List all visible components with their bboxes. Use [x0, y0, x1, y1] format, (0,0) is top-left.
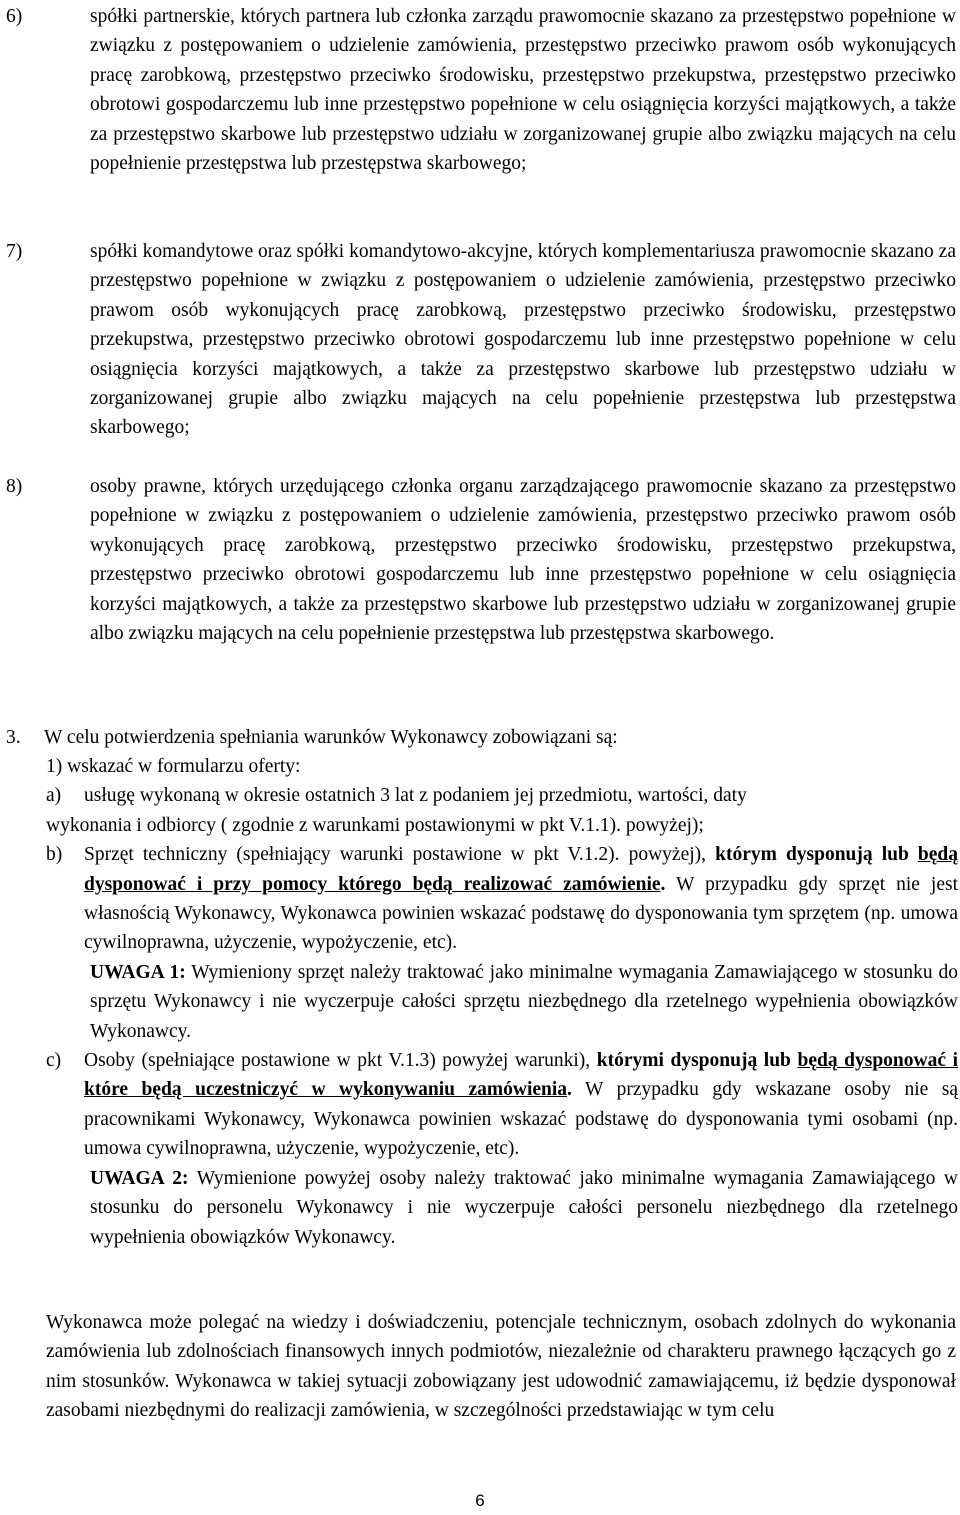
- list-item-8: [6, 472, 956, 648]
- sub-point-1: 1) wskazać w formularzu oferty:: [46, 756, 301, 777]
- item-a: [46, 781, 958, 840]
- item-b: [46, 840, 958, 1046]
- section-heading: W celu potwierdzenia spełniania warunków Wykonawcy zobowiązani są:: [44, 727, 618, 748]
- uwaga-1: [46, 958, 958, 1046]
- item-c: [46, 1046, 958, 1252]
- list-text: osoby prawne, których urzędującego członka organu zarządzającego prawomocnie skazano za przestępstwo popełnione w związku z postępowaniem o udzielenie zamówienia, przestępstwo przeciwko prawom osób wykonujących pracę zarobkową, przestępstwo przeciwko środowisku, przestępstwo przekupstwa, przestępstwo przeciwko obrotowi gospodarczemu lub inne przestępstwo popełnione w celu osiągnięcia korzyści majątkowych, a także za przestępstwo skarbowe lub przestępstwo udziału w zorganizowanej grupie albo związku mających na celu popełnienie przestępstwa lub przestępstwa skarbowego.: [90, 476, 956, 645]
- list-text: spółki partnerskie, których partnera lub członka zarządu prawomocnie skazano za przestępstwo popełnione w związku z postępowaniem o udzielenie zamówienia, przestępstwo przeciwko prawom osób wykonujących pracę zarobkową, przestępstwo przeciwko środowisku, przestępstwo przekupstwa, przestępstwo przeciwko obrotowi gospodarczemu lub inne przestępstwo popełnione w celu osiągnięcia korzyści majątkowych, a także za przestępstwo skarbowe lub przestępstwo udziału w zorganizowanej grupie albo związku mających na celu popełnienie przestępstwa lub przestępstwa skarbowego;: [90, 6, 956, 175]
- item-c-text: [46, 1046, 958, 1164]
- item-label: c): [46, 1050, 62, 1072]
- uwaga-1-label: UWAGA 1:: [90, 961, 186, 983]
- final-paragraph: Wykonawca może polegać na wiedzy i doświadczeniu, potencjale technicznym, osobach zdolnych do wykonania zamówienia lub zdolnościach finansowych innych podmiotów, niezależnie od charakteru prawnego łączących go z nim stosunków. Wykonawca w takiej sytuacji zobowiązany jest udowodnić zamawiającemu, iż będzie dysponował zasobami niezbędnymi do realizacji zamówienia, w szczególności przedstawiając w tym celu: [46, 1312, 956, 1422]
- item-c-bold-1: lub: [763, 1050, 791, 1072]
- item-b-bold-underlined: będą dysponować i przy pomocy którego będą realizować zamówienie: [84, 844, 959, 895]
- list-number: 8): [6, 476, 23, 497]
- list-text: spółki komandytowe oraz spółki komandytowo-akcyjne, których komplementariusza prawomocnie skazano za przestępstwo popełnione w związku z postępowaniem o udzielenie zamówienia, przestępstwo przeciwko prawom osób wykonujących pracę zarobkową, przestępstwo przeciwko środowisku, przestępstwo przekupstwa, przestępstwo przeciwko obrotowi gospodarczemu lub inne przestępstwo popełnione w celu osiągnięcia korzyści majątkowych, a także za przestępstwo skarbowe lub przestępstwo udziału w zorganizowanej grupie albo związku mających na celu popełnienie przestępstwa lub przestępstwa skarbowego;: [90, 241, 956, 439]
- item-b-plain: Sprzęt techniczny (spełniający warunki postawione w pkt V.1.2). powyżej),: [84, 844, 707, 866]
- item-c-bold-underlined: będą dysponować i które będą uczestniczyć w wykonywaniu zamówienia: [84, 1050, 959, 1101]
- list-number: 6): [6, 6, 23, 27]
- uwaga-2: [46, 1164, 958, 1252]
- item-b-rest: W przypadku gdy sprzęt nie jest własnością Wykonawcy, Wykonawca powinien wskazać podstawę do dysponowania tym sprzętem (np. umowa cywilnoprawna, użyczenie, wypożyczenie, etc).: [84, 873, 958, 954]
- item-a-line1: usługę wykonaną w okresie ostatnich 3 lat z podaniem jej przedmiotu, wartości, daty: [84, 785, 747, 807]
- item-b-bold-2: .: [660, 873, 666, 895]
- uwaga-1-text: Wymieniony sprzęt należy traktować jako minimalne wymagania Zamawiającego w stosunku do sprzętu Wykonawcy i nie wyczerpuje całości sprzętu niezbędnego dla rzetelnego wypełnienia obowiązków Wykonawcy.: [90, 961, 959, 1042]
- page-number: 6: [475, 1491, 485, 1510]
- item-c-rest: W przypadku gdy wskazane osoby nie są pracownikami Wykonawcy, Wykonawca powinien wskazać podstawę do dysponowania tymi osobami (np. umowa cywilnoprawna, użyczenie, wypożyczenie, etc).: [84, 1079, 958, 1160]
- item-b-bold: którym: [715, 844, 777, 866]
- item-c-bold-2: .: [567, 1079, 572, 1101]
- item-a-line2: wykonania i odbiorcy ( zgodnie z warunkami postawionymi w pkt V.1.1). powyżej);: [46, 814, 704, 836]
- item-label: a): [46, 785, 62, 807]
- list-item-7: [6, 237, 956, 443]
- list-number: 7): [6, 241, 23, 262]
- item-b-bold-1: dysponują lub: [785, 844, 909, 866]
- section-3: [6, 723, 956, 752]
- item-label: b): [46, 844, 63, 866]
- list-item-6: [6, 2, 956, 178]
- item-b-text: [46, 840, 958, 958]
- uwaga-2-text: Wymienione powyżej osoby należy traktować jako minimalne wymagania Zamawiającego w stosunku do personelu Wykonawcy i nie wyczerpuje całości personelu niezbędnego dla rzetelnego wypełnienia obowiązków Wykonawcy.: [90, 1167, 958, 1248]
- section-3-body: [46, 752, 958, 1252]
- uwaga-2-label: UWAGA 2:: [90, 1167, 189, 1189]
- section-number: 3.: [6, 727, 21, 748]
- item-c-bold: którymi dysponują: [596, 1050, 758, 1072]
- item-c-plain: Osoby (spełniające postawione w pkt V.1.3) powyżej warunki),: [84, 1050, 591, 1072]
